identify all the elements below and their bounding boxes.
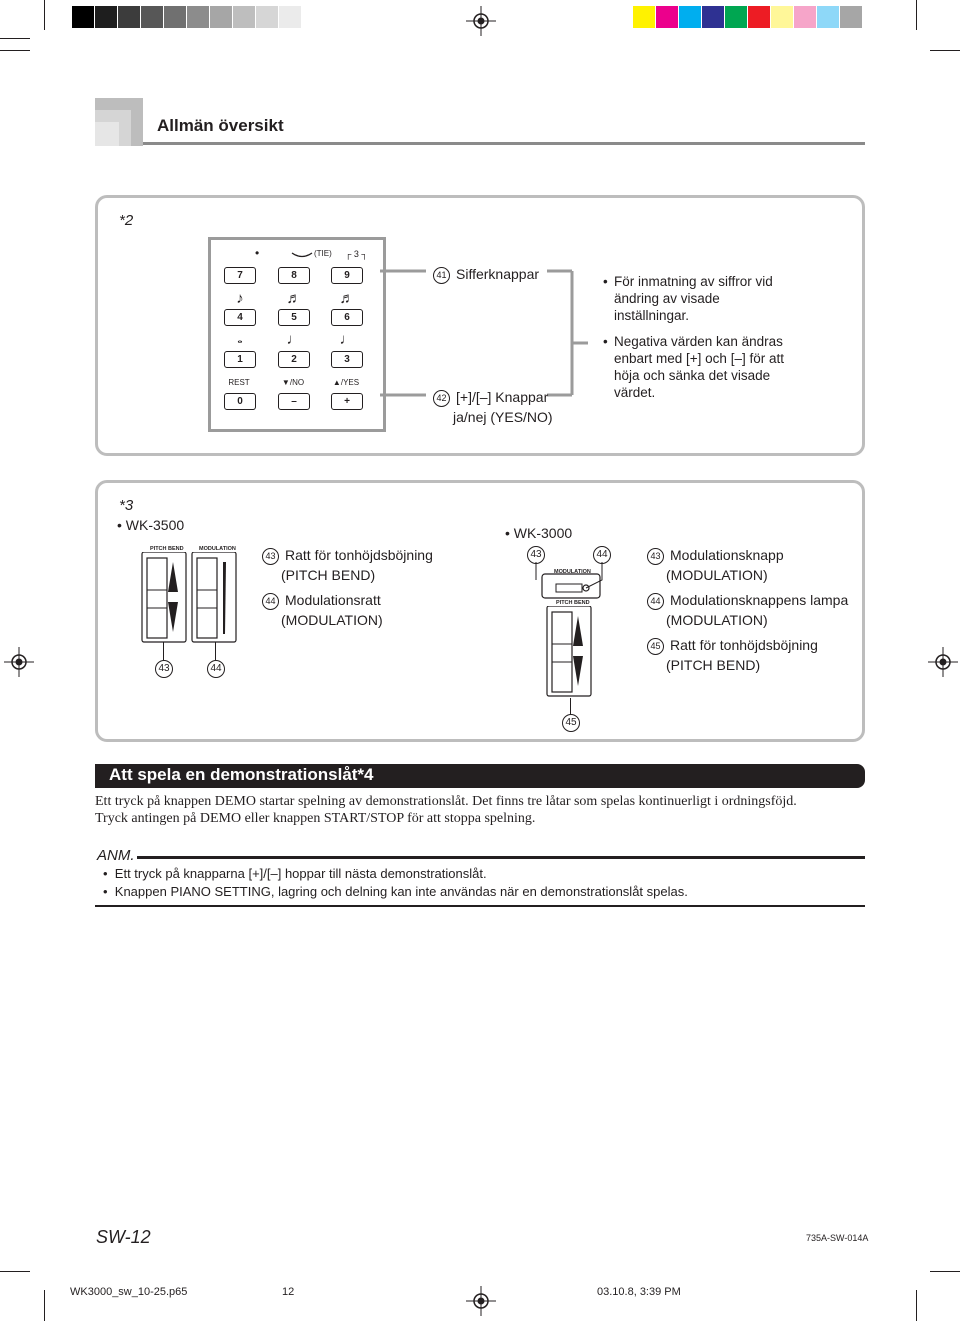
- callout-42-line1: [+]/[–] Knappar: [456, 389, 549, 405]
- tie-icon: [291, 252, 313, 258]
- staccato-symbol: •: [255, 246, 260, 260]
- color-swatch: [118, 6, 140, 28]
- modulation-label-3000: MODULATION: [554, 569, 591, 575]
- minus-key[interactable]: –: [278, 393, 310, 410]
- note-rule-top: [137, 856, 865, 859]
- wk3000-item-44-line2: (MODULATION): [666, 612, 768, 628]
- section-title: Att spela en demonstrationslåt*4: [109, 765, 374, 784]
- callout-number-43-3500: 43: [155, 660, 173, 678]
- registration-mark-bottom: [466, 1286, 496, 1316]
- wk3000-item-45-line2: (PITCH BEND): [666, 657, 761, 673]
- wk3500-item-44: 44 Modulationsratt: [262, 590, 381, 610]
- key-6[interactable]: 6: [331, 309, 363, 326]
- footnote-marker-2: *2: [119, 212, 134, 229]
- modulation-label-3500: MODULATION: [199, 546, 236, 552]
- callout-number-44-3000: 44: [593, 546, 611, 564]
- file-page-number: 12: [282, 1286, 295, 1298]
- whole-note-icon: 𝅝: [237, 331, 243, 346]
- color-swatch: [633, 6, 655, 28]
- wk3000-item-45: 45 Ratt för tonhöjdsböjning: [647, 635, 818, 655]
- color-swatch: [95, 6, 117, 28]
- keypad-description: • För inmatning av siffror vid ändring av visade inställningar. • Negativa värden kan ändras enbart med [+] och [–] för att höja och sänka det visade värdet.: [603, 274, 784, 400]
- footnote-marker-3: *3: [119, 497, 134, 514]
- color-swatch: [656, 6, 678, 28]
- callout-42-line2: ja/nej (YES/NO): [453, 409, 553, 425]
- note-item-2: • Knappen PIANO SETTING, lagring och delning kan inte användas när en demonstrationslåt spelas.: [103, 884, 688, 899]
- note-item-1: • Ett tryck på knapparna [+]/[–] hoppar till nästa demonstrationslåt.: [103, 866, 487, 881]
- color-swatch: [279, 6, 301, 28]
- pitch-bend-label-3500: PITCH BEND: [150, 546, 184, 552]
- tie-label: (TIE): [314, 249, 332, 258]
- wk3000-item-43: 43 Modulationsknapp: [647, 545, 784, 565]
- callout-41: [433, 264, 539, 284]
- color-swatch: [794, 6, 816, 28]
- demo-paragraph-line1: Ett tryck på knappen DEMO startar spelning av demonstrationslåt. Det finns tre låtar som spelas kontinuerligt i ordningsföjd.: [95, 794, 797, 809]
- key-5[interactable]: 5: [278, 309, 310, 326]
- color-swatch: [164, 6, 186, 28]
- wk3000-heading: • WK-3000: [505, 525, 573, 541]
- key-7[interactable]: 7: [224, 267, 256, 284]
- leader-line: [215, 642, 216, 660]
- color-swatch: [679, 6, 701, 28]
- color-swatch: [702, 6, 724, 28]
- color-swatch: [256, 6, 278, 28]
- key-0[interactable]: 0: [224, 393, 256, 410]
- callout-number-45-3000: 45: [562, 714, 580, 732]
- wk3500-item-43-line2: (PITCH BEND): [281, 567, 376, 583]
- key-3[interactable]: 3: [331, 351, 363, 368]
- color-swatch: [210, 6, 232, 28]
- thirty-second-note-icon: ♬: [339, 290, 355, 307]
- callout-number-43-3000: 43: [527, 546, 545, 564]
- color-swatch: [817, 6, 839, 28]
- callout-number-44-3500: 44: [207, 660, 225, 678]
- plus-key[interactable]: +: [331, 393, 363, 410]
- file-name: WK3000_sw_10-25.p65: [70, 1286, 188, 1298]
- sixteenth-note-icon: ♬: [286, 290, 302, 307]
- page-number: SW-12: [96, 1227, 151, 1247]
- wk3500-wheels-figure: [140, 552, 240, 644]
- half-note-icon: ♩: [286, 331, 302, 348]
- callout-number-41: 41: [433, 267, 450, 284]
- color-swatch: [187, 6, 209, 28]
- key-1[interactable]: 1: [224, 351, 256, 368]
- wk3000-item-44: 44 Modulationsknappens lampa: [647, 590, 848, 610]
- registration-mark-left: [4, 647, 34, 677]
- pitch-bend-label-3000: PITCH BEND: [556, 600, 590, 606]
- color-swatch: [748, 6, 770, 28]
- key-8[interactable]: 8: [278, 267, 310, 284]
- wk3500-item-43: 43 Ratt för tonhöjdsböjning: [262, 545, 433, 565]
- yes-label: ▲/YES: [332, 378, 360, 387]
- note-heading: ANM.: [97, 847, 135, 864]
- callout-42: [433, 387, 548, 407]
- callout-41-label: Sifferknappar: [456, 266, 540, 282]
- document-code: 735A-SW-014A: [806, 1233, 869, 1243]
- note-rule-bottom: [95, 905, 865, 907]
- color-swatch: [840, 6, 862, 28]
- wk3000-pitch-wheel-figure: [545, 606, 595, 698]
- key-2[interactable]: 2: [278, 351, 310, 368]
- leader-line: [570, 698, 571, 714]
- wk3500-heading: • WK-3500: [117, 517, 185, 533]
- color-swatch: [233, 6, 255, 28]
- leader-line: [163, 642, 164, 660]
- demo-paragraph-line2: Tryck antingen på DEMO eller knappen START/STOP för att stoppa spelning.: [95, 811, 536, 826]
- eighth-note-icon: ♪: [236, 290, 244, 307]
- registration-mark-top: [466, 6, 496, 36]
- color-swatch: [725, 6, 747, 28]
- number-keypad-figure: [208, 237, 386, 432]
- key-9[interactable]: 9: [331, 267, 363, 284]
- key-4[interactable]: 4: [224, 309, 256, 326]
- triplet-label: ┌ 3 ┐: [345, 249, 368, 259]
- callout-number-42: 42: [433, 390, 450, 407]
- page-title: Allmän översikt: [157, 116, 284, 135]
- wk3500-item-44-line2: (MODULATION): [281, 612, 383, 628]
- color-swatch: [141, 6, 163, 28]
- header-rule: [143, 142, 865, 145]
- wk3000-modulation-button-figure: [520, 562, 620, 602]
- color-swatch: [771, 6, 793, 28]
- rest-label: REST: [228, 378, 250, 387]
- color-swatch: [72, 6, 94, 28]
- no-label: ▼/NO: [281, 378, 305, 387]
- quarter-note-icon: ♩: [339, 331, 355, 348]
- wk3000-item-43-line2: (MODULATION): [666, 567, 768, 583]
- registration-mark-right: [928, 647, 958, 677]
- file-datetime: 03.10.8, 3:39 PM: [597, 1286, 681, 1298]
